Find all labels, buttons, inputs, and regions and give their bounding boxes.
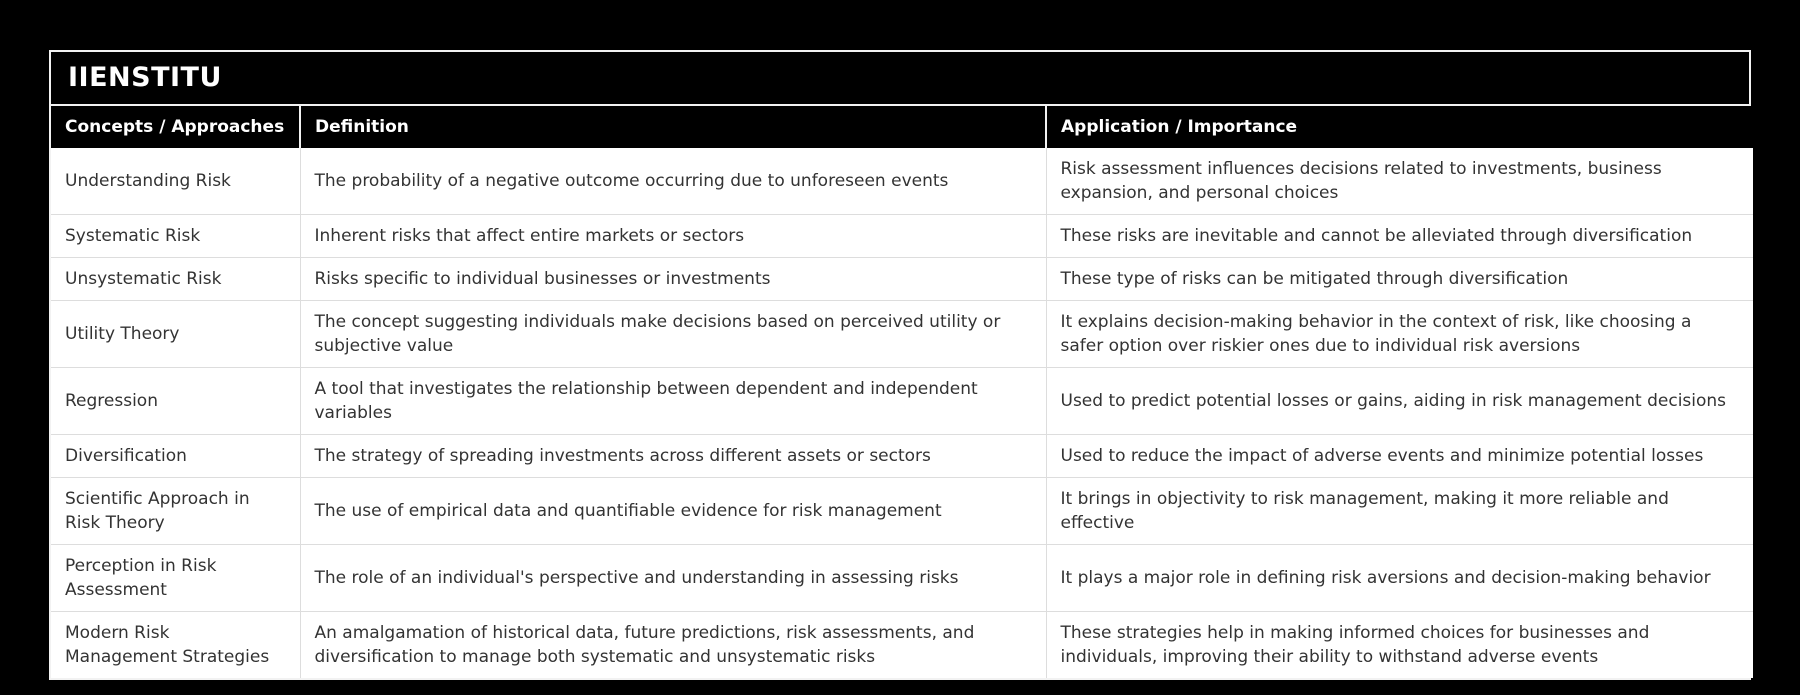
application-cell: It plays a major role in defining risk aversions and decision-making behavior	[1046, 545, 1753, 612]
column-header-concepts: Concepts / Approaches	[51, 106, 300, 148]
table-body	[51, 148, 1753, 678]
application-cell: These risks are inevitable and cannot be alleviated through diversification	[1046, 215, 1753, 258]
application-cell: These type of risks can be mitigated through diversification	[1046, 258, 1753, 301]
table-row	[51, 301, 1753, 368]
definition-cell: A tool that investigates the relationship between dependent and independent variables	[300, 368, 1046, 435]
table-row	[51, 478, 1753, 545]
application-cell: Used to reduce the impact of adverse events and minimize potential losses	[1046, 435, 1753, 478]
application-cell: Risk assessment influences decisions related to investments, business expansion, and personal choices	[1046, 148, 1753, 215]
definition-cell: The role of an individual's perspective and understanding in assessing risks	[300, 545, 1046, 612]
table-row	[51, 435, 1753, 478]
table-row	[51, 368, 1753, 435]
definition-cell: The use of empirical data and quantifiable evidence for risk management	[300, 478, 1046, 545]
concept-cell: Diversification	[51, 435, 300, 478]
application-cell: These strategies help in making informed choices for businesses and individuals, improving their ability to withstand adverse events	[1046, 612, 1753, 679]
concept-cell: Scientific Approach in Risk Theory	[51, 478, 300, 545]
definition-cell: An amalgamation of historical data, future predictions, risk assessments, and diversification to manage both systematic and unsystematic risks	[300, 612, 1046, 679]
risk-concepts-table	[51, 106, 1753, 678]
application-cell: Used to predict potential losses or gains, aiding in risk management decisions	[1046, 368, 1753, 435]
definition-cell: The strategy of spreading investments across different assets or sectors	[300, 435, 1046, 478]
table-row	[51, 148, 1753, 215]
application-cell: It brings in objectivity to risk management, making it more reliable and effective	[1046, 478, 1753, 545]
concept-cell: Understanding Risk	[51, 148, 300, 215]
definition-cell: The concept suggesting individuals make decisions based on perceived utility or subjective value	[300, 301, 1046, 368]
table-header-row	[51, 106, 1753, 148]
concept-cell: Modern Risk Management Strategies	[51, 612, 300, 679]
concept-cell: Unsystematic Risk	[51, 258, 300, 301]
table-row	[51, 612, 1753, 679]
concept-cell: Systematic Risk	[51, 215, 300, 258]
column-header-definition: Definition	[300, 106, 1046, 148]
page-title: IIENSTITU	[68, 62, 222, 93]
concept-cell: Utility Theory	[51, 301, 300, 368]
table-row	[51, 545, 1753, 612]
risk-table-card	[49, 50, 1751, 680]
concept-cell: Perception in Risk Assessment	[51, 545, 300, 612]
table-row	[51, 215, 1753, 258]
title-bar	[51, 52, 1749, 106]
column-header-application: Application / Importance	[1046, 106, 1753, 148]
concept-cell: Regression	[51, 368, 300, 435]
application-cell: It explains decision-making behavior in the context of risk, like choosing a safer option over riskier ones due to individual risk aversions	[1046, 301, 1753, 368]
definition-cell: Inherent risks that affect entire markets or sectors	[300, 215, 1046, 258]
definition-cell: Risks specific to individual businesses or investments	[300, 258, 1046, 301]
definition-cell: The probability of a negative outcome occurring due to unforeseen events	[300, 148, 1046, 215]
table-row	[51, 258, 1753, 301]
